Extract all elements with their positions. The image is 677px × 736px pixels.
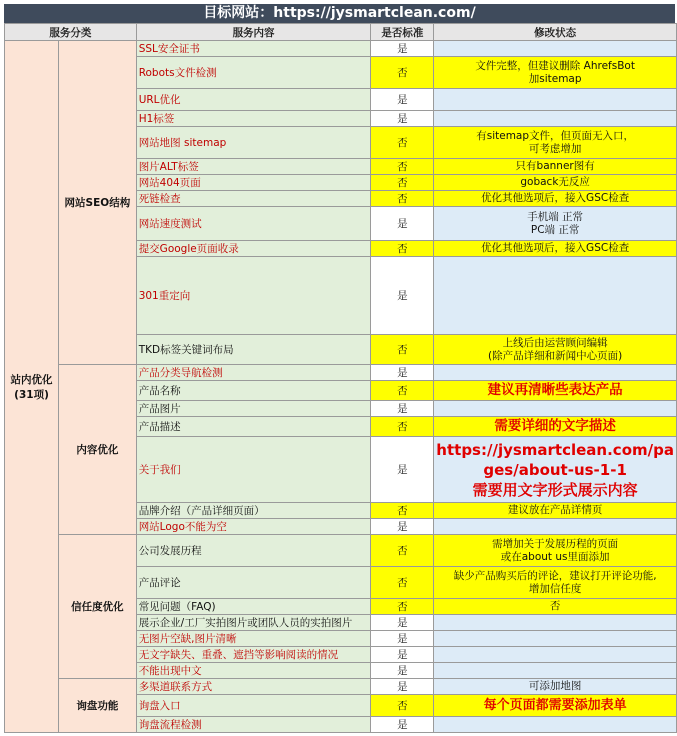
service-item: 301重定向 [136, 257, 371, 335]
service-item: 提交Google页面收录 [136, 241, 371, 257]
is-standard-value: 是 [371, 401, 434, 417]
is-standard-value: 是 [371, 631, 434, 647]
is-standard-value: 是 [371, 207, 434, 241]
is-standard-value: 是 [371, 679, 434, 695]
service-item: TKD标签关键词布局 [136, 335, 371, 365]
modify-status: 文件完整，但建议删除 AhrefsBot 加sitemap [434, 57, 677, 89]
modify-status [434, 717, 677, 733]
modify-status [434, 111, 677, 127]
is-standard-value: 否 [371, 335, 434, 365]
is-standard-value: 是 [371, 519, 434, 535]
is-standard-value: 否 [371, 159, 434, 175]
service-item: 展示企业/工厂实拍图片或团队人员的实拍图片 [136, 615, 371, 631]
is-standard-value: 否 [371, 175, 434, 191]
modify-status: 建议放在产品详情页 [434, 503, 677, 519]
modify-status [434, 89, 677, 111]
is-standard-value: 否 [371, 241, 434, 257]
service-item: Robots文件检测 [136, 57, 371, 89]
modify-status: 优化其他选项后，接入GSC检查 [434, 191, 677, 207]
service-item: URL优化 [136, 89, 371, 111]
modify-status [434, 663, 677, 679]
modify-status: https://jysmartclean.com/pa ges/about-us-1-1 需要用文字形式展示内容 [434, 437, 677, 503]
header-service-content: 服务内容 [136, 24, 371, 41]
service-item: 询盘入口 [136, 695, 371, 717]
service-item: 公司发展历程 [136, 535, 371, 567]
is-standard-value: 是 [371, 615, 434, 631]
service-item: 产品图片 [136, 401, 371, 417]
sheet-title: 目标网站：https://jysmartclean.com/ [4, 4, 675, 23]
service-item: 产品评论 [136, 567, 371, 599]
modify-status [434, 519, 677, 535]
modify-status [434, 631, 677, 647]
is-standard-value: 是 [371, 437, 434, 503]
is-standard-value: 是 [371, 663, 434, 679]
header-service-category: 服务分类 [5, 24, 137, 41]
is-standard-value: 是 [371, 717, 434, 733]
is-standard-value: 否 [371, 503, 434, 519]
modify-status [434, 647, 677, 663]
service-item: 网站Logo不能为空 [136, 519, 371, 535]
is-standard-value: 否 [371, 127, 434, 159]
is-standard-value: 是 [371, 647, 434, 663]
service-item: 产品描述 [136, 417, 371, 437]
service-item: 网站地图 sitemap [136, 127, 371, 159]
modify-status [434, 41, 677, 57]
service-item: 品牌介绍（产品详细页面） [136, 503, 371, 519]
service-item: 常见问题（FAQ) [136, 599, 371, 615]
is-standard-value: 否 [371, 191, 434, 207]
service-item: 无文字缺失、重叠、遮挡等影响阅读的情况 [136, 647, 371, 663]
is-standard-value: 是 [371, 111, 434, 127]
is-standard-value: 否 [371, 535, 434, 567]
table-row [5, 535, 677, 567]
service-item: 无图片空缺,图片清晰 [136, 631, 371, 647]
modify-status: 需增加关于发展历程的页面 或在about us里面添加 [434, 535, 677, 567]
service-item: SSL安全证书 [136, 41, 371, 57]
modify-status: 可添加地图 [434, 679, 677, 695]
service-item: 网站404页面 [136, 175, 371, 191]
is-standard-value: 是 [371, 89, 434, 111]
service-item: H1标签 [136, 111, 371, 127]
service-item: 网站速度测试 [136, 207, 371, 241]
service-item: 产品分类导航检测 [136, 365, 371, 381]
is-standard-value: 否 [371, 695, 434, 717]
modify-status: 缺少产品购买后的评论，建议打开评论功能, 增加信任度 [434, 567, 677, 599]
seo-checklist-table [4, 23, 677, 733]
service-item: 不能出现中文 [136, 663, 371, 679]
is-standard-value: 否 [371, 381, 434, 401]
table-row [5, 365, 677, 381]
is-standard-value: 否 [371, 567, 434, 599]
header-row [5, 24, 677, 41]
service-item: 多渠道联系方式 [136, 679, 371, 695]
modify-status: 建议再清晰些表达产品 [434, 381, 677, 401]
modify-status: 需要详细的文字描述 [434, 417, 677, 437]
group-name: 询盘功能 [59, 679, 137, 733]
category-onsite-optimization: 站内优化 (31项) [5, 41, 59, 733]
is-standard-value: 否 [371, 599, 434, 615]
modify-status: 上线后由运营顾问编辑 (除产品详细和新闻中心页面) [434, 335, 677, 365]
group-name: 信任度优化 [59, 535, 137, 679]
service-item: 图片ALT标签 [136, 159, 371, 175]
modify-status: 否 [434, 599, 677, 615]
group-name: 内容优化 [59, 365, 137, 535]
modify-status: goback无反应 [434, 175, 677, 191]
modify-status [434, 257, 677, 335]
modify-status: 有sitemap文件，但页面无入口， 可考虑增加 [434, 127, 677, 159]
modify-status [434, 401, 677, 417]
modify-status: 优化其他选项后，接入GSC检查 [434, 241, 677, 257]
header-is-standard: 是否标准 [371, 24, 434, 41]
table-row [5, 679, 677, 695]
modify-status: 只有banner图有 [434, 159, 677, 175]
service-item: 询盘流程检测 [136, 717, 371, 733]
is-standard-value: 否 [371, 57, 434, 89]
modify-status [434, 615, 677, 631]
service-item: 关于我们 [136, 437, 371, 503]
table-row [5, 41, 677, 57]
service-item: 产品名称 [136, 381, 371, 401]
is-standard-value: 是 [371, 365, 434, 381]
modify-status: 每个页面都需要添加表单 [434, 695, 677, 717]
header-modify-status: 修改状态 [434, 24, 677, 41]
service-item: 死链检查 [136, 191, 371, 207]
is-standard-value: 否 [371, 417, 434, 437]
modify-status [434, 365, 677, 381]
is-standard-value: 是 [371, 257, 434, 335]
group-name: 网站SEO结构 [59, 41, 137, 365]
modify-status: 手机端 正常 PC端 正常 [434, 207, 677, 241]
is-standard-value: 是 [371, 41, 434, 57]
